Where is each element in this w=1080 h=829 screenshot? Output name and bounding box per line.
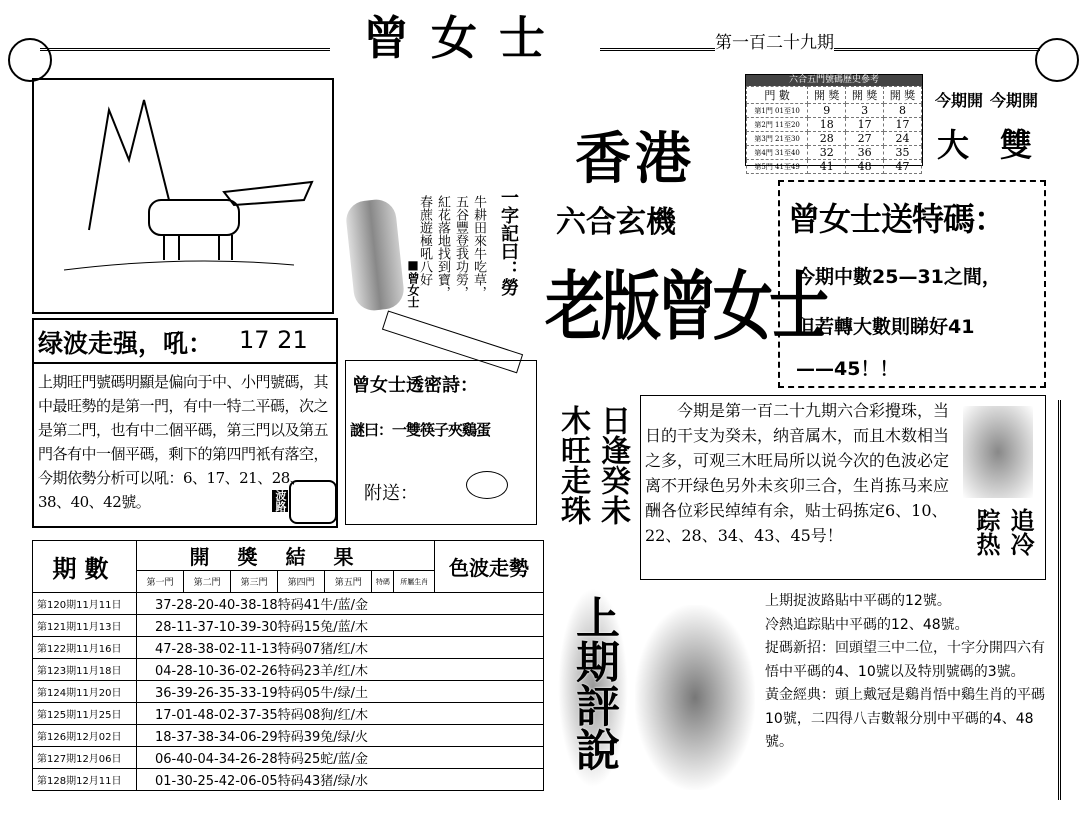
table-row <box>33 593 544 615</box>
mini-header: 門 數 <box>747 87 808 104</box>
wave-route-badge: 波路 <box>274 490 287 512</box>
mini-label: 第4門 31至40 <box>747 146 808 160</box>
table-row <box>33 703 544 725</box>
result-cell: 04-28-10-36-02-26特码23羊/红/木 <box>137 659 544 681</box>
sage-illustration <box>635 605 755 790</box>
mini-cell: 18 <box>808 118 846 132</box>
col-period-header: 期數 <box>33 541 137 593</box>
issue-number: 第一百二十九期 <box>715 28 834 53</box>
col-results-header: 開獎結果 <box>137 541 435 571</box>
analysis-body: 今期是第一百二十九期六合彩攪珠，当日的干支为癸未，纳音属木，而且木数相当之多，可观三木旺局所以说今次的色波必定离不开绿色另外未亥卯三合，生肖拣马来应酬各位彩民绰绰有余，贴士码拣定6、10、22、28、34、43、45号！ <box>645 401 950 545</box>
slogan-col-1: 日逢癸未 <box>595 405 630 525</box>
sub-header: 第五門 <box>325 571 372 593</box>
period-cell: 第121期11月13日 <box>33 615 137 637</box>
mini-header: 開 獎 <box>846 87 884 104</box>
mini-cell: 41 <box>808 160 846 174</box>
poem-line-3: 紅花落地找到寶， <box>435 195 450 299</box>
review-title: 上期評說 <box>568 595 619 771</box>
period-cell: 第124期11月20日 <box>33 681 137 703</box>
period-cell: 第123期11月18日 <box>33 659 137 681</box>
page-title: 曾女士 <box>330 2 600 68</box>
mini-cell: 17 <box>884 118 922 132</box>
mini-row <box>747 118 922 132</box>
sub-header: 第四門 <box>278 571 325 593</box>
mini-header: 開 獎 <box>808 87 846 104</box>
review-line-2: 冷熱追踪貼中平碼的12、48號。 <box>765 616 969 633</box>
review-line-1: 上期捉波路貼中平碼的12號。 <box>765 593 951 609</box>
ornament-right-icon <box>1035 38 1079 82</box>
sub-header: 第一門 <box>137 571 184 593</box>
green-wave-title: 绿波走强，吼： <box>38 329 214 358</box>
mini-cell: 47 <box>884 160 922 174</box>
mini-cell: 28 <box>808 132 846 146</box>
green-wave-divider <box>34 362 336 364</box>
result-cell: 36-39-26-35-33-19特码05牛/绿/土 <box>137 681 544 703</box>
mini-row <box>747 160 922 174</box>
mini-label: 第5門 41至49 <box>747 160 808 174</box>
secret-poem-extra: 附送： <box>364 483 418 504</box>
period-cell: 第127期12月06日 <box>33 747 137 769</box>
table-row <box>33 725 544 747</box>
col-wave-header: 色波走勢 <box>435 541 544 593</box>
sub-header: 第三門 <box>231 571 278 593</box>
ox-landscape-illustration <box>34 80 332 312</box>
result-cell: 17-01-48-02-37-35特码08狗/红/木 <box>137 703 544 725</box>
result-cell: 01-30-25-42-06-05特码43猪/绿/水 <box>137 769 544 791</box>
result-cell: 18-37-38-34-06-29特码39兔/绿/火 <box>137 725 544 747</box>
special-code-box <box>778 180 1046 388</box>
mini-cell: 9 <box>808 104 846 118</box>
review-line-4: 黃金經典：頭上戴冠是鷄肖悟中鷄生肖的平碼10號，二四得八吉數報分別中平碼的4、48號。 <box>765 687 1045 750</box>
mini-cell: 17 <box>846 118 884 132</box>
table-row <box>33 681 544 703</box>
special-code-line-1: 今期中數25—31之間， <box>796 266 1001 288</box>
poem-line-2: 五谷豐登我功勞， <box>453 195 468 299</box>
period-cell: 第126期12月02日 <box>33 725 137 747</box>
history-mini-table <box>745 74 923 173</box>
result-cell: 47-28-38-02-11-13特码07猪/红/木 <box>137 637 544 659</box>
sub-header: 所屬生肖 <box>394 571 435 593</box>
right-rule <box>1058 400 1061 800</box>
mini-cell: 35 <box>884 146 922 160</box>
masthead-line3: 老版曾女士 <box>545 263 825 352</box>
result-cell: 06-40-04-34-26-28特码25蛇/蓝/金 <box>137 747 544 769</box>
mini-row <box>747 104 922 118</box>
secret-poem-box <box>345 360 537 525</box>
analysis-box <box>640 395 1046 580</box>
green-wave-body: 上期旺門號碼明顯是偏向于中、小門號碼，其中最旺勢的是第一門，有中一特二平碼，次之是第二門，也有中二個平碼，第三門以及第五門各有中一個平碼，剩下的第四門衹有落空，今期依勢分析可以吼：6、17、21、28、38、40、42號。 <box>38 373 329 511</box>
mini-label: 第3門 21至30 <box>747 132 808 146</box>
poem-heading: 一字記曰：勞 <box>498 188 519 296</box>
period-cell: 第128期12月11日 <box>33 769 137 791</box>
special-code-title: 曾女士送特碼： <box>788 200 1006 238</box>
pencil-illustration <box>344 198 405 313</box>
special-code-line-3: ——45！！ <box>796 358 899 380</box>
mini-cell: 8 <box>884 104 922 118</box>
poem-line-1: 牛耕田來牛吃草， <box>471 195 486 299</box>
mini-row <box>747 146 922 160</box>
mouse-icon <box>466 471 508 499</box>
mini-cell: 27 <box>846 132 884 146</box>
poem-line-4: 春蔗遊極吼八好 <box>417 195 432 286</box>
review-line-3: 捉碼新招：回頭望三中二位，十字分開四六有悟中平碼的4、10號以及特別號碼的3號。 <box>765 640 1045 680</box>
mini-cell: 3 <box>846 104 884 118</box>
table-row <box>33 615 544 637</box>
special-code-line-2: 但若轉大數則睇好41 <box>796 316 975 338</box>
slogan-col-2: 木旺走珠 <box>555 405 590 525</box>
table-row <box>33 637 544 659</box>
mini-cell: 48 <box>846 160 884 174</box>
ornament-left-icon <box>8 38 52 82</box>
period-cell: 第120期11月11日 <box>33 593 137 615</box>
period-cell: 第122期11月16日 <box>33 637 137 659</box>
scholar-portrait <box>963 406 1033 498</box>
analysis-badge: 追冷踪热 <box>972 508 1034 556</box>
this-period-label-1: 今期開 <box>935 91 984 110</box>
green-wave-box <box>32 318 338 528</box>
masthead-line1: 香港 <box>575 126 695 192</box>
this-period-value-2: 雙 <box>1000 126 1033 164</box>
mini-label: 第1門 01至10 <box>747 104 808 118</box>
mini-row <box>747 132 922 146</box>
secret-poem-riddle: 謎曰：一雙筷子夾鷄蛋 <box>350 421 491 439</box>
mini-cell: 24 <box>884 132 922 146</box>
poem-signature: ■曾女士 <box>406 258 420 308</box>
green-wave-numbers: 17 21 <box>239 326 308 354</box>
illustration-box <box>32 78 334 314</box>
table-row <box>33 747 544 769</box>
this-period-value-1: 大 <box>937 126 970 164</box>
wave-route-logo-icon <box>289 480 337 524</box>
results-table <box>32 540 544 791</box>
mini-table-title: 六合五門號碼歷史參考 <box>746 75 922 86</box>
this-period-label-2: 今期開 <box>990 91 1039 110</box>
masthead-line2: 六合玄機 <box>556 205 676 240</box>
mini-label: 第2門 11至20 <box>747 118 808 132</box>
sub-header: 特碼 <box>372 571 394 593</box>
mini-header: 開 獎 <box>884 87 922 104</box>
table-row <box>33 769 544 791</box>
review-body <box>765 590 1055 755</box>
period-cell: 第125期11月25日 <box>33 703 137 725</box>
sub-header: 第二門 <box>184 571 231 593</box>
result-cell: 37-28-20-40-38-18特码41牛/蓝/金 <box>137 593 544 615</box>
secret-poem-title: 曾女士透密詩： <box>352 375 478 396</box>
table-row <box>33 659 544 681</box>
result-cell: 28-11-37-10-39-30特码15兔/蓝/木 <box>137 615 544 637</box>
mini-cell: 32 <box>808 146 846 160</box>
mini-cell: 36 <box>846 146 884 160</box>
